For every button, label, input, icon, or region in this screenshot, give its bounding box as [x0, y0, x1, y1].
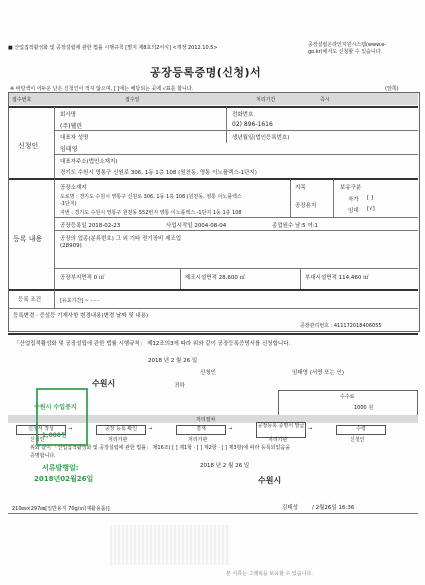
receipt-row — [9, 93, 418, 105]
applicant-section-label: 신청인 — [18, 142, 39, 150]
rep-value: 임태영 — [60, 146, 78, 153]
condition-value: [유효기간] ~ - - - — [60, 298, 100, 304]
industry-label: 공장의 업종(분류번호) 그 외 기타 전기장비 제조업 — [60, 236, 182, 242]
ownership-label: 보유구분 — [340, 185, 362, 191]
flow-step-4: 공장등록 증명서 발급 — [256, 422, 306, 438]
stamp-issue-date: 2018년02월26일 — [34, 475, 94, 483]
fee-value: 1000 원 — [354, 405, 374, 411]
law-reference: ■ 산업집적활성화 및 공장설립에 관한 법률 시행규칙 [별지 제8호의2서식] <개정 2012.10.5> — [8, 45, 218, 51]
cert-date: 2018 년 2 월 26 일 — [200, 463, 250, 469]
flow-actor-4: 처리기관 — [268, 437, 288, 443]
phone-value: 02) 896-1616 — [232, 121, 273, 128]
fee-label: 수수료 — [340, 394, 355, 400]
paper-spec: 210㎜×297㎜[일반용지 70g/㎡(재활용품)] — [12, 506, 110, 512]
stamp-city: 수원시 수입증지 — [34, 404, 77, 411]
aux-area: 부대시설면적 114.460 ㎡ — [305, 275, 369, 281]
cert-issuer: 수원시 — [258, 476, 282, 485]
flow-arrow-4: → — [308, 426, 313, 432]
statement: 「산업집적활성화 및 공장설립에 관한 법률 시행규칙」 제12조의3에 따라 위와 같이 공장등록증명서를 신청합니다. — [14, 341, 291, 347]
own-label: 자가 — [348, 197, 359, 203]
company-value: (주)웰린 — [60, 123, 83, 130]
own-checkbox: [ ] — [367, 195, 374, 201]
land-value: 공장용지 — [295, 203, 317, 209]
change-label: 등록변경 · 증설등 기재사항 변경내용(변경 날짜 및 내용) — [13, 313, 149, 319]
rep-label: 대표자 성명 — [60, 135, 89, 141]
flow-arrow-3: → — [228, 426, 233, 432]
flow-arrow-1: → — [68, 426, 73, 432]
period-value: 즉시 — [320, 97, 330, 103]
clerk-name: 김태성 — [282, 505, 298, 511]
barcode-area — [110, 525, 230, 565]
addressee-city: 수원시 — [92, 379, 116, 388]
applicant-sign-value: 임태영 (서명 또는 인) — [292, 370, 345, 376]
flow-header-label: 처리절차 — [196, 417, 216, 423]
reg-date: 공장등록일 2018-02-23 — [60, 223, 121, 229]
document-title: 공장등록증명(신청)서 — [150, 66, 262, 79]
address-label: 대표자주소(법인소재지) — [60, 159, 118, 165]
stamp-issue-label: 서류발행일: — [42, 464, 79, 472]
address-value: 경기도 수원시 영통구 신원로 306, 1동 1층 108 (원천동, 영통 이노플렉스-1단지) — [60, 170, 257, 176]
flow-actor-2: 처리기관 — [108, 437, 128, 443]
cert-text-1: 위와 같이 「산업집적활성화 및 공장설립에 관한 법률」 제16조( [ ] 제1항 · [ ] 제2항 · [ ] 제3항)에 따라 등록되었음을 — [30, 445, 291, 451]
instructions: ※ 바탕색이 어두운 난은 신청인이 적지 않으며, [ ]에는 해당되는 곳에 √표를 합니다. — [10, 86, 194, 92]
receipt-date-label: 접수일 — [125, 97, 140, 103]
rent-label: 임대 — [348, 208, 359, 214]
flow-step-3: 결재 — [176, 425, 226, 435]
online-note-1: 공장설립온라인지원시스템(www.e- — [308, 42, 387, 48]
rent-checkbox: [√] — [367, 206, 375, 212]
receipt-no-label: 접수번호 — [12, 97, 32, 103]
jimok-label: 지목 — [295, 185, 306, 191]
page-side: (앞쪽) — [385, 86, 399, 92]
period-label: 처리기간 — [256, 97, 276, 103]
addressee-suffix: 귀하 — [174, 383, 185, 389]
location-label: 공장소재지 — [60, 185, 87, 191]
location-road-2: -1단지) — [60, 201, 77, 207]
industry-code: (28909) — [60, 243, 82, 249]
flow-step-2: 공장 등록 확인 — [96, 425, 146, 435]
online-note-2: go.kr)에서도 신청할 수 있습니다. — [308, 49, 383, 55]
flow-actor-3: 처리기관 — [188, 437, 208, 443]
building-area: 제조시설면적 28.600 ㎡ — [185, 275, 246, 281]
op-date: 사업시작일 2004-08-04 — [166, 223, 227, 229]
stamp-amount: 1,000원 — [42, 432, 67, 439]
birth-label: 생년월일(법인등록번호) — [232, 135, 290, 141]
company-label: 회사명 — [60, 112, 76, 118]
location-lot: 지번 : 경기도 수원시 영통구 원천동 552번지 영통 이노플렉스 -1단지 1동 1층 108 — [60, 210, 242, 216]
cert-text-2: 증명합니다. — [30, 453, 56, 459]
applicant-sign-label: 신청인 — [200, 370, 216, 376]
flow-actor-1: 신청인 — [30, 437, 45, 443]
flow-arrow-2: → — [148, 426, 153, 432]
flow-actor-5: 신청인 — [350, 437, 365, 443]
phone-label: 전화번호 — [232, 112, 254, 118]
employees: 종업원수 남:5 여:1 — [272, 223, 319, 229]
flow-step-5: 수령 — [336, 425, 386, 435]
bottom-note: 본 서류는 그래픽을 보유할 수 있습니다. — [226, 571, 313, 577]
registration-section-label: 등록 내용 — [13, 235, 43, 243]
mgmt-no: 공장관리번호 : 411172018406055 — [300, 323, 382, 329]
flow-step-1: 신청서 작성 — [16, 425, 66, 435]
site-area: 공장부지면적 0 ㎡ — [60, 275, 105, 281]
condition-label: 등록 조건 — [18, 297, 42, 303]
location-road: 도로명 : 경기도 수원시 영통구 신원로 306, 1동 1층 108 (원천동, 영통 이노플렉스 — [60, 194, 242, 200]
sign-date: 2018 년 2 월 26 일 — [148, 358, 198, 364]
issue-time: / 2월26일 16:36 — [312, 505, 355, 511]
